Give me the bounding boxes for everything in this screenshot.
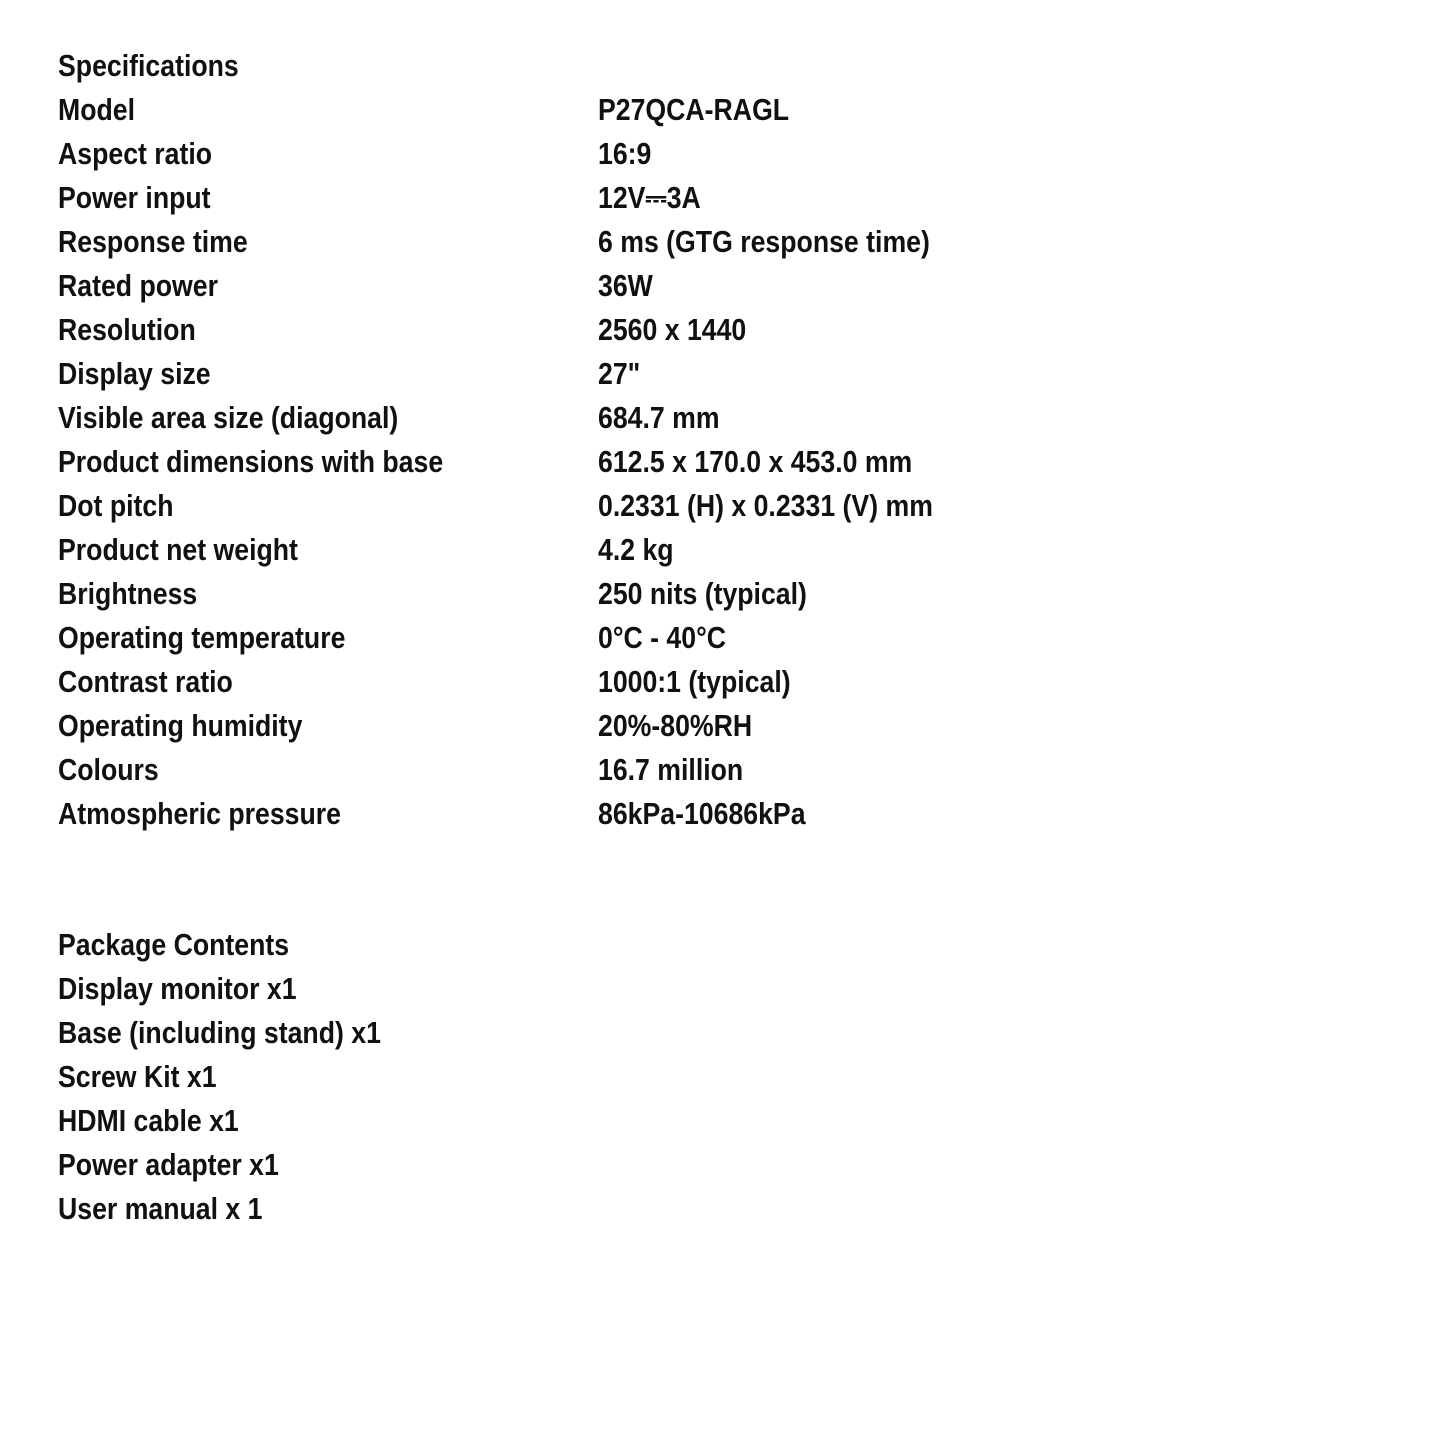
spec-value: P27QCA-RAGL — [598, 92, 790, 127]
spec-label: Brightness — [58, 576, 198, 611]
package-item: HDMI cable x1 — [58, 1103, 239, 1138]
spec-value: 0.2331 (H) x 0.2331 (V) mm — [598, 488, 933, 523]
package-contents-list — [58, 967, 1378, 1231]
spec-value: 250 nits (typical) — [598, 576, 807, 611]
spec-row — [58, 264, 1378, 308]
spec-sheet — [58, 44, 1378, 1231]
package-item: Screw Kit x1 — [58, 1059, 217, 1094]
spec-value: 16.7 million — [598, 752, 744, 787]
spec-row — [58, 220, 1378, 264]
spec-label: Rated power — [58, 268, 218, 303]
spec-row — [58, 660, 1378, 704]
spec-label: Atmospheric pressure — [58, 796, 341, 831]
spec-value: 4.2 kg — [598, 532, 674, 567]
spec-value: 6 ms (GTG response time) — [598, 224, 930, 259]
spec-label: Operating humidity — [58, 708, 303, 743]
spec-label: Operating temperature — [58, 620, 346, 655]
specifications-table — [58, 88, 1378, 836]
spec-value: 20%-80%RH — [598, 708, 753, 743]
specifications-title: Specifications — [58, 48, 239, 83]
spec-value: 12V⎓3A — [598, 180, 701, 215]
spec-value: 86kPa-10686kPa — [598, 796, 806, 831]
spec-row — [58, 308, 1378, 352]
specifications-section — [58, 44, 1378, 836]
spec-row — [58, 352, 1378, 396]
spec-row — [58, 440, 1378, 484]
package-contents-title: Package Contents — [58, 927, 290, 962]
spec-label: Response time — [58, 224, 248, 259]
spec-row — [58, 528, 1378, 572]
package-contents-section — [58, 923, 1378, 1231]
spec-row — [58, 704, 1378, 748]
spec-row — [58, 176, 1378, 220]
package-item: Display monitor x1 — [58, 971, 297, 1006]
spec-row — [58, 792, 1378, 836]
package-item: Power adapter x1 — [58, 1147, 279, 1182]
spec-row — [58, 132, 1378, 176]
spec-label: Visible area size (diagonal) — [58, 400, 399, 435]
spec-label: Display size — [58, 356, 211, 391]
package-item: User manual x 1 — [58, 1191, 263, 1226]
spec-label: Dot pitch — [58, 488, 174, 523]
spec-label: Contrast ratio — [58, 664, 233, 699]
spec-value: 612.5 x 170.0 x 453.0 mm — [598, 444, 913, 479]
spec-value: 2560 x 1440 — [598, 312, 747, 347]
spec-label: Model — [58, 92, 136, 127]
spec-value: 16:9 — [598, 136, 652, 171]
spec-value: 684.7 mm — [598, 400, 720, 435]
spec-label: Power input — [58, 180, 211, 215]
spec-row — [58, 88, 1378, 132]
package-item: Base (including stand) x1 — [58, 1015, 381, 1050]
spec-row — [58, 484, 1378, 528]
spec-row — [58, 748, 1378, 792]
spec-row — [58, 616, 1378, 660]
spec-label: Colours — [58, 752, 159, 787]
spec-value: 1000:1 (typical) — [598, 664, 791, 699]
spec-label: Product net weight — [58, 532, 298, 567]
section-spacer — [58, 836, 1378, 923]
spec-row — [58, 572, 1378, 616]
spec-value: 0°C - 40°C — [598, 620, 727, 655]
spec-label: Resolution — [58, 312, 196, 347]
spec-label: Product dimensions with base — [58, 444, 444, 479]
spec-label: Aspect ratio — [58, 136, 213, 171]
spec-value: 27" — [598, 356, 641, 391]
spec-row — [58, 396, 1378, 440]
spec-value: 36W — [598, 268, 653, 303]
